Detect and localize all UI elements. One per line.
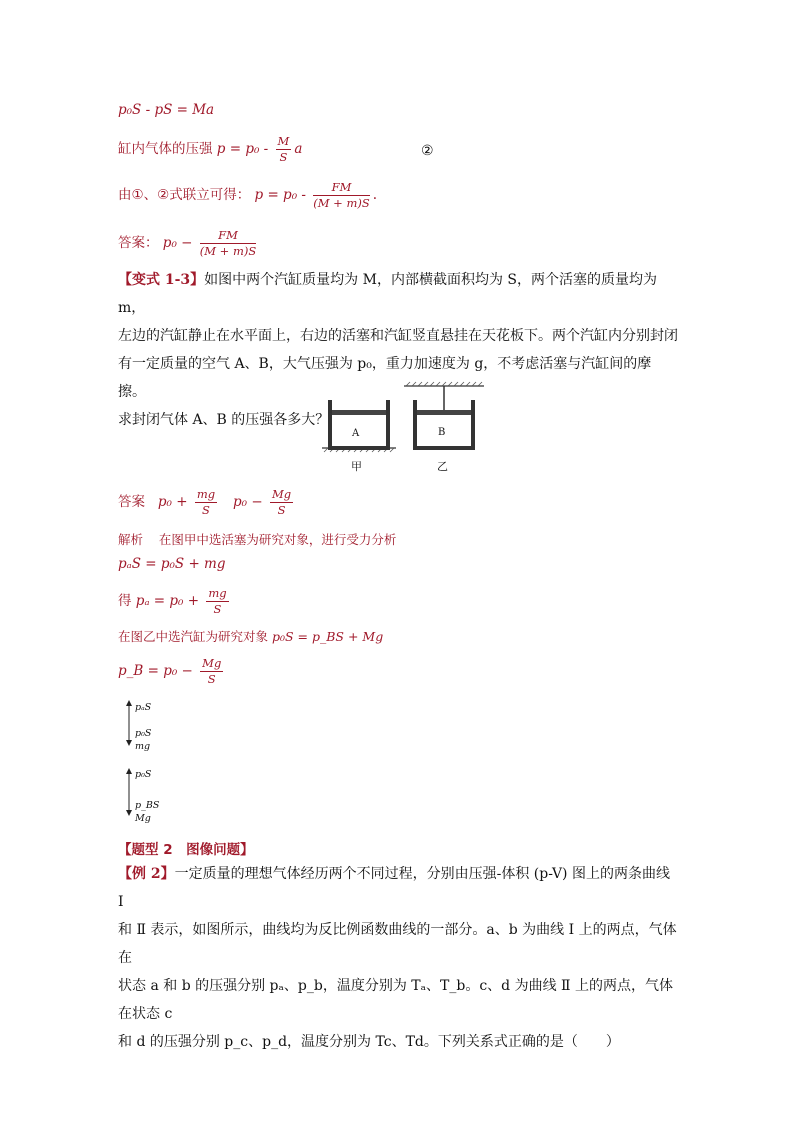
- analysis-eq-a2-prefix: 得: [118, 593, 132, 609]
- equation-3: [118, 180, 377, 211]
- example-line-2: 和 Ⅱ 表示，如图所示，曲线均为反比例函数曲线的一部分。a、b 为曲线 Ⅰ 上的两点，气体在: [118, 922, 677, 966]
- fraction-denominator: S: [202, 503, 210, 517]
- answer-1-label: 答案：: [118, 235, 159, 251]
- equation-3-tail: .: [372, 187, 378, 203]
- section-heading: 【题型 2 图像问题】: [118, 842, 254, 858]
- equation-2: [118, 134, 302, 165]
- answer-2-a-fraction: [195, 487, 217, 518]
- caption-left: 甲: [351, 460, 362, 473]
- example-2-question: [118, 860, 678, 1056]
- fraction-denominator: (M + m)S: [199, 244, 257, 258]
- equation-3-lhs: p = p₀ -: [254, 187, 306, 203]
- force-1-mid: p₀S: [135, 728, 152, 739]
- piston-a: [332, 410, 386, 415]
- gas-a-label: A: [352, 428, 360, 439]
- equation-3-fraction: [313, 180, 369, 211]
- arrowhead-down: [126, 740, 132, 746]
- variant-line-1: 如图中两个汽缸质量均为 M，内部横截面积均为 S，两个活塞的质量均为 m，: [118, 272, 657, 316]
- equation-2-marker: ②: [421, 143, 434, 159]
- arrowhead-up: [126, 700, 132, 706]
- answer-2-b-lhs: p₀ −: [233, 494, 263, 510]
- analysis-eq-a2: [118, 586, 232, 617]
- analysis-eq-b: p₀S = p_BS + Mg: [272, 629, 384, 644]
- equation-2-tail: a: [294, 141, 303, 157]
- variant-line-4: 求封闭气体 A、B 的压强各多大？: [118, 412, 330, 428]
- analysis-eq-a2-fraction: [206, 586, 228, 617]
- force-1-bot: mg: [135, 741, 151, 752]
- fraction-denominator: S: [277, 503, 286, 517]
- equation-2-fraction: [276, 134, 292, 165]
- fraction-numerator: mg: [208, 586, 227, 600]
- analysis-eq-b2-fraction: [200, 656, 223, 687]
- analysis-text-2: 在图乙中选汽缸为研究对象: [118, 629, 269, 644]
- fraction-numerator: mg: [196, 487, 216, 501]
- analysis-text: 在图甲中选活塞为研究对象，进行受力分析: [158, 532, 397, 547]
- analysis-eq-a2-lhs: pₐ = p₀ +: [135, 593, 200, 609]
- ceiling-hatching: [406, 382, 482, 386]
- variant-line-3: 有一定质量的空气 A、B，大气压强为 p₀，重力加速度为 g，不考虑活塞与汽缸间的摩擦。: [118, 356, 652, 400]
- force-diagram-1-arrows: [124, 700, 134, 746]
- fraction-numerator: Mg: [271, 487, 292, 501]
- variant-line-2: 左边的汽缸静止在水平面上，右边的活塞和汽缸竖直悬挂在天花板下。两个汽缸内分别封闭: [118, 328, 678, 344]
- analysis-eq-b2-lhs: p_B = p₀ −: [118, 663, 193, 679]
- force-2-bot: Mg: [135, 813, 151, 824]
- fraction-denominator: S: [213, 602, 222, 616]
- example-tag: 【例 2】: [118, 866, 175, 882]
- answer-2-label: 答案: [118, 494, 145, 510]
- example-line-4: 和 d 的压强分别 p_c、p_d，温度分别为 Tc、Td。下列关系式正确的是（ ）: [118, 1034, 620, 1050]
- force-1-top: pₐS: [135, 702, 152, 713]
- analysis-line: [118, 530, 396, 548]
- equation-2-lhs: p = p₀ -: [216, 141, 269, 157]
- equation-3-prefix: 由①、②式联立可得：: [118, 187, 251, 203]
- answer-2: [118, 487, 296, 518]
- cylinder-a-wall: [330, 400, 388, 448]
- caption-right: 乙: [437, 460, 448, 473]
- answer-1: [118, 228, 259, 259]
- analysis-eq-b2: [118, 656, 226, 687]
- fraction-denominator: S: [279, 150, 288, 164]
- fraction-numerator: FM: [200, 228, 256, 244]
- answer-1-fraction: [200, 228, 256, 259]
- analysis-line-2: [118, 627, 383, 645]
- cylinder-figure: [318, 380, 488, 472]
- analysis-eq-a: pₐS = p₀S + mg: [118, 556, 226, 572]
- arrowhead-down: [126, 810, 132, 816]
- answer-2-a-lhs: p₀ +: [157, 494, 188, 510]
- answer-2-b-fraction: [270, 487, 293, 518]
- fraction-numerator: FM: [313, 180, 369, 196]
- answer-1-lhs: p₀ −: [162, 235, 193, 251]
- fraction-numerator: Mg: [202, 656, 222, 670]
- equation-1: p₀S - pS = Ma: [118, 102, 215, 118]
- gas-b-label: B: [438, 427, 446, 438]
- example-line-3: 状态 a 和 b 的压强分别 pₐ、p_b，温度分别为 Tₐ、T_b。c、d 为曲线 Ⅱ 上的两点，气体在状态 c: [118, 978, 674, 1022]
- force-2-mid: p_BS: [135, 800, 160, 811]
- analysis-label: 解析: [118, 532, 144, 547]
- equation-2-prefix: 缸内气体的压强: [118, 141, 213, 157]
- arrowhead-up: [126, 768, 132, 774]
- fraction-denominator: S: [207, 672, 216, 686]
- force-2-top: p₀S: [135, 769, 152, 780]
- example-line-1: 一定质量的理想气体经历两个不同过程，分别由压强-体积 (p-V) 图上的两条曲线 Ⅰ: [118, 866, 670, 910]
- variant-tag: 【变式 1-3】: [118, 272, 205, 288]
- fraction-numerator: M: [277, 134, 290, 148]
- fraction-denominator: (M + m)S: [313, 196, 370, 210]
- piston-b: [417, 410, 471, 415]
- force-diagram-2-arrows: [124, 768, 134, 816]
